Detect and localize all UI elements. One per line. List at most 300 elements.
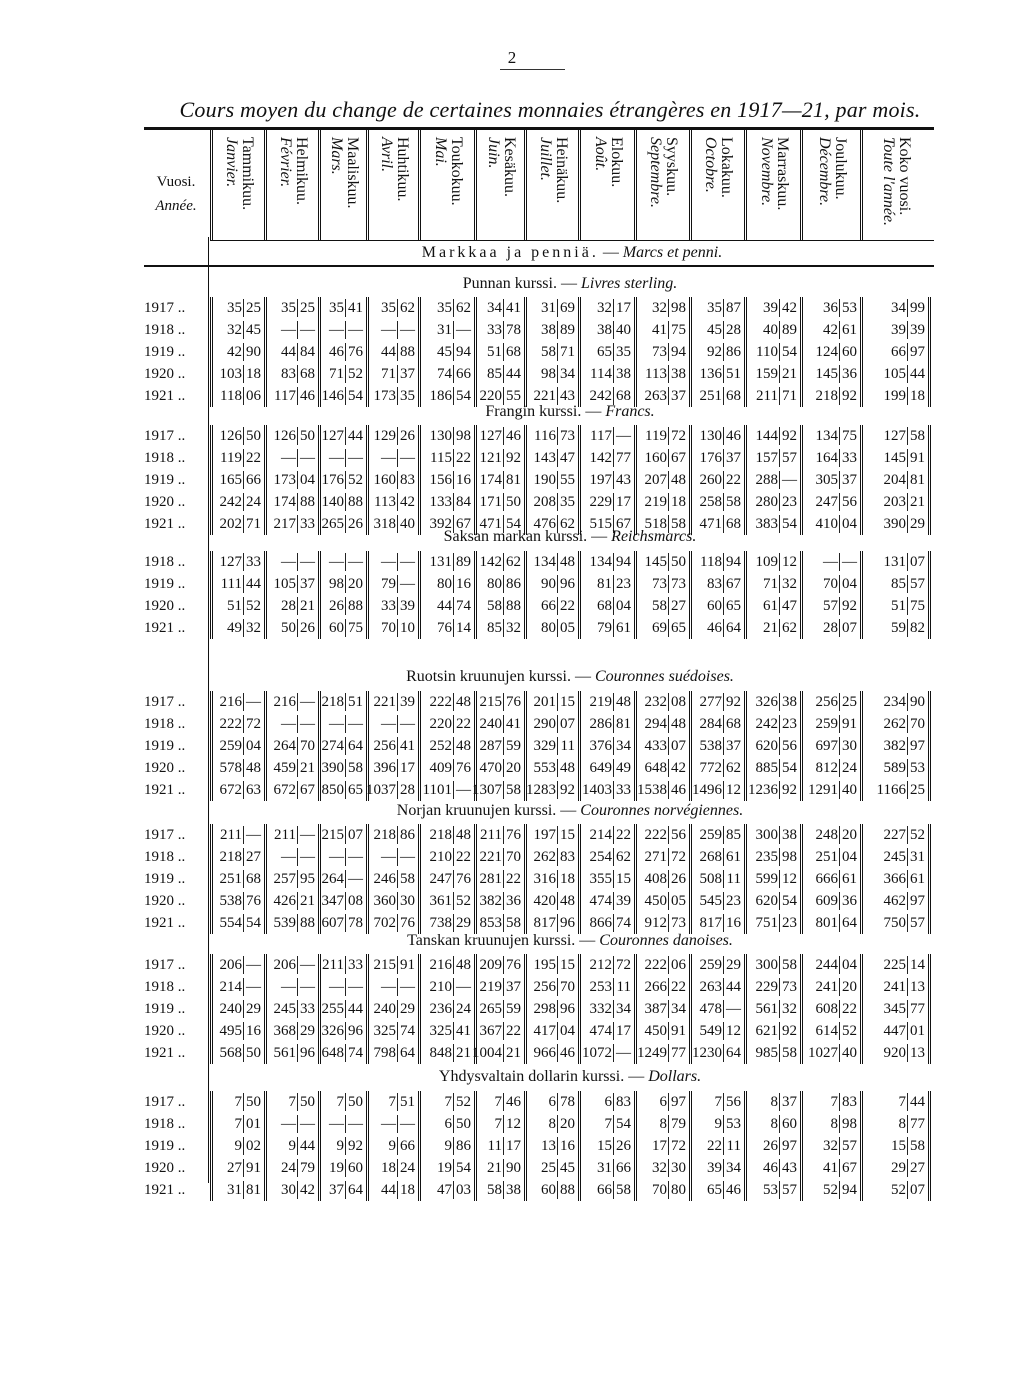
markka-value: — bbox=[281, 450, 296, 466]
rate-cell bbox=[421, 363, 474, 385]
penni-value: 68 bbox=[616, 388, 631, 404]
markka-value: 116 bbox=[534, 428, 556, 444]
rate-cell bbox=[267, 691, 318, 713]
penni-value: 92 bbox=[348, 1138, 363, 1154]
penni-value: 67 bbox=[726, 576, 741, 592]
rate-cell bbox=[369, 469, 418, 491]
penni-value: 33 bbox=[842, 450, 857, 466]
table-row bbox=[144, 1091, 928, 1113]
markka-value: 19 bbox=[329, 1160, 344, 1176]
rate-cell bbox=[863, 319, 928, 341]
markka-value: 221 bbox=[533, 388, 556, 404]
markka-value: 8 bbox=[659, 1116, 667, 1132]
markka-value: 24 bbox=[281, 1160, 296, 1176]
markka-value: 462 bbox=[883, 893, 906, 909]
penni-value: 48 bbox=[616, 694, 631, 710]
penni-value: — bbox=[400, 849, 415, 865]
penni-value: 42 bbox=[782, 300, 797, 316]
rate-cell bbox=[421, 976, 474, 998]
penni-value: 12 bbox=[782, 871, 797, 887]
markka-value: 206 bbox=[273, 957, 296, 973]
penni-value: 48 bbox=[456, 694, 471, 710]
rate-cell bbox=[692, 1042, 744, 1064]
markka-value: 332 bbox=[589, 1001, 612, 1017]
month-name-fr: Octobre. bbox=[702, 137, 719, 193]
markka-value: 222 bbox=[219, 716, 242, 732]
penni-value: 75 bbox=[842, 428, 857, 444]
penni-value: 37 bbox=[400, 366, 415, 382]
markka-value: 7 bbox=[494, 1116, 502, 1132]
penni-value: 88 bbox=[300, 494, 315, 510]
markka-value: 210 bbox=[429, 979, 452, 995]
rate-cell bbox=[803, 491, 860, 513]
year-cell: 1917 .. bbox=[144, 428, 186, 444]
markka-value: 476 bbox=[533, 516, 556, 532]
rate-cell bbox=[692, 425, 744, 447]
rate-cell bbox=[692, 551, 744, 573]
markka-value: 8 bbox=[898, 1116, 906, 1132]
year-cell: 1921 .. bbox=[144, 516, 186, 532]
markka-value: 80 bbox=[437, 576, 452, 592]
penni-value: 15 bbox=[560, 694, 575, 710]
markka-value: 1166 bbox=[876, 782, 906, 798]
rate-cell bbox=[803, 425, 860, 447]
penni-value: 32 bbox=[246, 620, 261, 636]
penni-value: 04 bbox=[842, 516, 857, 532]
markka-value: 211 bbox=[322, 957, 344, 973]
penni-value: 98 bbox=[671, 300, 686, 316]
markka-value: 318 bbox=[373, 516, 396, 532]
markka-value: 83 bbox=[281, 366, 296, 382]
penni-value: 66 bbox=[246, 472, 261, 488]
markka-value: 7 bbox=[388, 1094, 396, 1110]
penni-value: 75 bbox=[671, 322, 686, 338]
rate-cell bbox=[581, 363, 634, 385]
rate-cell bbox=[692, 617, 744, 639]
rate-cell bbox=[803, 447, 860, 469]
penni-value: 35 bbox=[560, 494, 575, 510]
markka-value: 387 bbox=[644, 1001, 667, 1017]
month-name-fr: Avril. bbox=[377, 137, 395, 173]
rate-cell bbox=[213, 846, 264, 868]
penni-value: 27 bbox=[246, 849, 261, 865]
markka-value: 288 bbox=[755, 472, 778, 488]
markka-value: 174 bbox=[479, 472, 502, 488]
rate-cell bbox=[421, 954, 474, 976]
penni-value: 41 bbox=[506, 716, 521, 732]
rate-cell bbox=[747, 779, 800, 801]
markka-value: 211 bbox=[220, 827, 242, 843]
rate-cell bbox=[637, 890, 689, 912]
section-title-fr: Couronnes suédoises. bbox=[594, 668, 734, 685]
markka-value: 254 bbox=[589, 849, 612, 865]
markka-value: 8 bbox=[770, 1094, 778, 1110]
markka-value: 549 bbox=[699, 1023, 722, 1039]
markka-value: — bbox=[329, 849, 344, 865]
markka-value: 1291 bbox=[808, 782, 838, 798]
rate-cell bbox=[747, 469, 800, 491]
penni-value: 41 bbox=[348, 300, 363, 316]
penni-value: — bbox=[348, 716, 363, 732]
markka-value: 235 bbox=[755, 849, 778, 865]
penni-value: — bbox=[348, 554, 363, 570]
markka-value: 376 bbox=[589, 738, 612, 754]
penni-value: 36 bbox=[842, 366, 857, 382]
rate-cell bbox=[477, 713, 524, 735]
penni-value: 64 bbox=[348, 1182, 363, 1198]
penni-value: 91 bbox=[910, 450, 925, 466]
rate-cell bbox=[863, 1135, 928, 1157]
penni-value: 29 bbox=[726, 957, 741, 973]
rate-cell bbox=[863, 491, 928, 513]
markka-value: 176 bbox=[699, 450, 722, 466]
markka-value: 60 bbox=[707, 598, 722, 614]
rate-cell bbox=[692, 868, 744, 890]
penni-value: 89 bbox=[560, 322, 575, 338]
month-column-header bbox=[421, 134, 474, 239]
rate-cell bbox=[369, 363, 418, 385]
month-label bbox=[647, 137, 679, 208]
rate-cell bbox=[692, 1091, 744, 1113]
rate-cell bbox=[803, 735, 860, 757]
rate-cell bbox=[321, 846, 366, 868]
rate-cell bbox=[421, 691, 474, 713]
markka-value: 44 bbox=[281, 344, 296, 360]
month-column-header bbox=[369, 134, 418, 239]
penni-value: 76 bbox=[506, 957, 521, 973]
markka-value: 46 bbox=[763, 1160, 778, 1176]
penni-value: 88 bbox=[560, 1182, 575, 1198]
rate-cell bbox=[863, 691, 928, 713]
rate-cell bbox=[421, 1042, 474, 1064]
markka-value: 140 bbox=[321, 494, 344, 510]
markka-value: — bbox=[381, 716, 396, 732]
markka-value: 218 bbox=[321, 694, 344, 710]
markka-value: 258 bbox=[699, 494, 722, 510]
penni-value: 56 bbox=[842, 494, 857, 510]
penni-value: 61 bbox=[726, 849, 741, 865]
penni-value: 65 bbox=[726, 598, 741, 614]
markka-value: 119 bbox=[645, 428, 667, 444]
markka-value: 6 bbox=[659, 1094, 667, 1110]
penni-value: 65 bbox=[348, 782, 363, 798]
penni-value: — bbox=[300, 694, 315, 710]
rate-cell bbox=[369, 595, 418, 617]
markka-value: 246 bbox=[373, 871, 396, 887]
penni-value: 34 bbox=[616, 738, 631, 754]
rate-cell bbox=[321, 713, 366, 735]
rate-cell bbox=[803, 1020, 860, 1042]
rate-cell bbox=[527, 341, 578, 363]
markka-value: 620 bbox=[755, 738, 778, 754]
markka-value: 159 bbox=[755, 366, 778, 382]
penni-value: 23 bbox=[782, 494, 797, 510]
rate-cell bbox=[321, 341, 366, 363]
markka-value: 420 bbox=[533, 893, 556, 909]
rate-cell bbox=[637, 735, 689, 757]
penni-value: 16 bbox=[246, 1023, 261, 1039]
year-cell: 1918 .. bbox=[144, 554, 186, 570]
markka-value: 9 bbox=[444, 1138, 452, 1154]
markka-value: 1538 bbox=[637, 782, 667, 798]
penni-value: 64 bbox=[726, 1045, 741, 1061]
table-row bbox=[144, 297, 928, 319]
markka-value: 216 bbox=[429, 957, 452, 973]
markka-value: 134 bbox=[533, 554, 556, 570]
rate-cell bbox=[692, 691, 744, 713]
markka-value: 408 bbox=[644, 871, 667, 887]
penni-value: — bbox=[300, 1116, 315, 1132]
markka-value: 81 bbox=[597, 576, 612, 592]
rate-cell bbox=[692, 363, 744, 385]
rate-cell bbox=[581, 617, 634, 639]
page-number: 2 bbox=[507, 48, 517, 67]
rate-cell bbox=[321, 890, 366, 912]
month-label bbox=[277, 137, 309, 205]
markka-value: 621 bbox=[755, 1023, 778, 1039]
markka-value: 382 bbox=[479, 893, 502, 909]
penni-value: 58 bbox=[400, 871, 415, 887]
markka-value: 47 bbox=[437, 1182, 452, 1198]
rate-cell bbox=[803, 297, 860, 319]
penni-value: 72 bbox=[671, 849, 686, 865]
markka-value: 98 bbox=[541, 366, 556, 382]
penni-value: 46 bbox=[506, 1094, 521, 1110]
rate-cell bbox=[267, 976, 318, 998]
markka-value: 561 bbox=[273, 1045, 296, 1061]
rate-cell bbox=[637, 976, 689, 998]
markka-value: 345 bbox=[883, 1001, 906, 1017]
markka-value: 35 bbox=[437, 300, 452, 316]
markka-value: 599 bbox=[755, 871, 778, 887]
markka-value: 73 bbox=[652, 344, 667, 360]
rate-cell bbox=[581, 319, 634, 341]
rate-cell bbox=[637, 491, 689, 513]
penni-value: 01 bbox=[246, 1116, 261, 1132]
rate-cell bbox=[267, 341, 318, 363]
penni-value: 56 bbox=[782, 738, 797, 754]
penni-value: 12 bbox=[506, 1116, 521, 1132]
rate-cell bbox=[803, 1157, 860, 1179]
rate-cell bbox=[527, 1135, 578, 1157]
rate-cell bbox=[581, 757, 634, 779]
rate-cell bbox=[637, 551, 689, 573]
rate-cell bbox=[527, 757, 578, 779]
penni-value: 26 bbox=[300, 620, 315, 636]
rate-cell bbox=[527, 868, 578, 890]
rate-cell bbox=[747, 363, 800, 385]
rate-cell bbox=[213, 1091, 264, 1113]
penni-value: 68 bbox=[726, 716, 741, 732]
markka-value: 220 bbox=[429, 716, 452, 732]
rate-cell bbox=[527, 363, 578, 385]
table-row bbox=[144, 1113, 928, 1135]
penni-value: 44 bbox=[910, 1094, 925, 1110]
section-title-fi: Yhdysvaltain dollarin kurssi. — bbox=[438, 1068, 645, 1085]
markka-value: 1283 bbox=[526, 782, 556, 798]
rate-cell bbox=[366, 779, 418, 801]
rate-cell bbox=[527, 954, 578, 976]
rate-cell bbox=[421, 595, 474, 617]
penni-value: 99 bbox=[910, 300, 925, 316]
penni-value: 42 bbox=[400, 494, 415, 510]
penni-value: 25 bbox=[246, 300, 261, 316]
penni-value: 32 bbox=[506, 620, 521, 636]
markka-value: 52 bbox=[891, 1182, 906, 1198]
penni-value: 68 bbox=[726, 516, 741, 532]
markka-value: 290 bbox=[533, 716, 556, 732]
markka-value: — bbox=[823, 554, 838, 570]
rate-cell bbox=[747, 868, 800, 890]
rate-cell bbox=[321, 447, 366, 469]
rate-cell bbox=[213, 447, 264, 469]
markka-value: 8 bbox=[830, 1116, 838, 1132]
rate-cell bbox=[321, 779, 366, 801]
markka-value: 262 bbox=[533, 849, 556, 865]
penni-value: 56 bbox=[726, 1094, 741, 1110]
markka-value: 33 bbox=[381, 598, 396, 614]
rate-cell bbox=[637, 912, 689, 934]
markka-value: 234 bbox=[883, 694, 906, 710]
penni-value: 98 bbox=[842, 1116, 857, 1132]
markka-value: 218 bbox=[815, 388, 838, 404]
markka-value: 1027 bbox=[808, 1045, 838, 1061]
penni-value: 61 bbox=[842, 871, 857, 887]
markka-value: — bbox=[381, 554, 396, 570]
penni-value: 18 bbox=[560, 871, 575, 887]
rate-cell bbox=[213, 1179, 264, 1201]
markka-value: 25 bbox=[541, 1160, 556, 1176]
markka-value: 17 bbox=[652, 1138, 667, 1154]
penni-value: 67 bbox=[456, 516, 471, 532]
penni-value: 97 bbox=[671, 1094, 686, 1110]
penni-value: 90 bbox=[910, 694, 925, 710]
markka-value: 50 bbox=[281, 620, 296, 636]
penni-value: 46 bbox=[726, 1182, 741, 1198]
rate-cell bbox=[213, 779, 264, 801]
markka-value: — bbox=[381, 322, 396, 338]
penni-value: — bbox=[348, 322, 363, 338]
penni-value: 33 bbox=[300, 516, 315, 532]
penni-value: 04 bbox=[842, 849, 857, 865]
penni-value: 79 bbox=[671, 1116, 686, 1132]
rate-cell bbox=[803, 713, 860, 735]
rate-cell bbox=[747, 998, 800, 1020]
markka-value: 49 bbox=[227, 620, 242, 636]
rate-cell bbox=[637, 1020, 689, 1042]
penni-value: 64 bbox=[726, 620, 741, 636]
year-cell: 1917 .. bbox=[144, 300, 186, 316]
markka-value: 260 bbox=[699, 472, 722, 488]
markka-value: — bbox=[281, 1116, 296, 1132]
rate-cell bbox=[637, 998, 689, 1020]
rate-cell bbox=[692, 319, 744, 341]
penni-value: 92 bbox=[782, 428, 797, 444]
penni-value: 26 bbox=[616, 1138, 631, 1154]
rate-cell bbox=[863, 868, 928, 890]
rate-cell bbox=[692, 1179, 744, 1201]
markka-value: 518 bbox=[644, 516, 667, 532]
markka-value: 9 bbox=[388, 1138, 396, 1154]
markka-value: 751 bbox=[755, 915, 778, 931]
markka-value: 236 bbox=[429, 1001, 452, 1017]
markka-value: 232 bbox=[644, 694, 667, 710]
penni-value: 25 bbox=[842, 694, 857, 710]
rate-cell bbox=[747, 1091, 800, 1113]
penni-value: 07 bbox=[671, 738, 686, 754]
rate-cell bbox=[213, 491, 264, 513]
rate-cell bbox=[527, 447, 578, 469]
penni-value: 96 bbox=[300, 1045, 315, 1061]
penni-value: — bbox=[348, 979, 363, 995]
markka-value: 240 bbox=[479, 716, 502, 732]
penni-value: 91 bbox=[842, 716, 857, 732]
markka-value: 70 bbox=[823, 576, 838, 592]
year-label-fr: Année. bbox=[155, 198, 197, 214]
rate-cell bbox=[692, 341, 744, 363]
markka-value: 35 bbox=[329, 300, 344, 316]
rate-cell bbox=[637, 425, 689, 447]
section-title-fr: Dollars. bbox=[648, 1068, 702, 1085]
penni-value: 97 bbox=[910, 738, 925, 754]
year-cell: 1920 .. bbox=[144, 1160, 186, 1176]
markka-value: 38 bbox=[541, 322, 556, 338]
rate-cell bbox=[369, 713, 418, 735]
markka-value: 113 bbox=[645, 366, 667, 382]
markka-value: 459 bbox=[273, 760, 296, 776]
markka-value: 118 bbox=[700, 554, 722, 570]
markka-value: 66 bbox=[597, 1182, 612, 1198]
penni-value: 30 bbox=[842, 738, 857, 754]
rate-cell bbox=[213, 363, 264, 385]
penni-value: 81 bbox=[246, 1182, 261, 1198]
penni-value: 37 bbox=[842, 472, 857, 488]
penni-value: — bbox=[400, 1116, 415, 1132]
penni-value: 07 bbox=[910, 1182, 925, 1198]
month-name-fr: Toute l'année. bbox=[879, 137, 897, 227]
month-label bbox=[537, 137, 569, 203]
markka-value: 553 bbox=[533, 760, 556, 776]
rate-cell bbox=[213, 551, 264, 573]
rate-cell bbox=[581, 469, 634, 491]
rate-cell bbox=[421, 447, 474, 469]
rate-cell bbox=[803, 551, 860, 573]
rate-cell bbox=[803, 912, 860, 934]
markka-value: 83 bbox=[707, 576, 722, 592]
rate-cell bbox=[321, 976, 366, 998]
penni-value: 92 bbox=[842, 388, 857, 404]
penni-value: 44 bbox=[910, 366, 925, 382]
penni-value: 58 bbox=[506, 782, 521, 798]
rate-cell bbox=[863, 1091, 928, 1113]
rate-cell bbox=[477, 691, 524, 713]
penni-value: 62 bbox=[560, 516, 575, 532]
penni-value: 38 bbox=[782, 694, 797, 710]
rate-cell bbox=[803, 319, 860, 341]
markka-value: 174 bbox=[273, 494, 296, 510]
penni-value: — bbox=[456, 979, 471, 995]
markka-value: 70 bbox=[652, 1182, 667, 1198]
markka-value: 142 bbox=[589, 450, 612, 466]
markka-value: 34 bbox=[487, 300, 502, 316]
markka-value: 648 bbox=[644, 760, 667, 776]
markka-value: 471 bbox=[479, 516, 502, 532]
year-cell: 1919 .. bbox=[144, 472, 186, 488]
month-name-fr: Janvier. bbox=[222, 137, 240, 188]
markka-value: 848 bbox=[429, 1045, 452, 1061]
markka-value: — bbox=[329, 322, 344, 338]
rate-cell bbox=[863, 1113, 928, 1135]
